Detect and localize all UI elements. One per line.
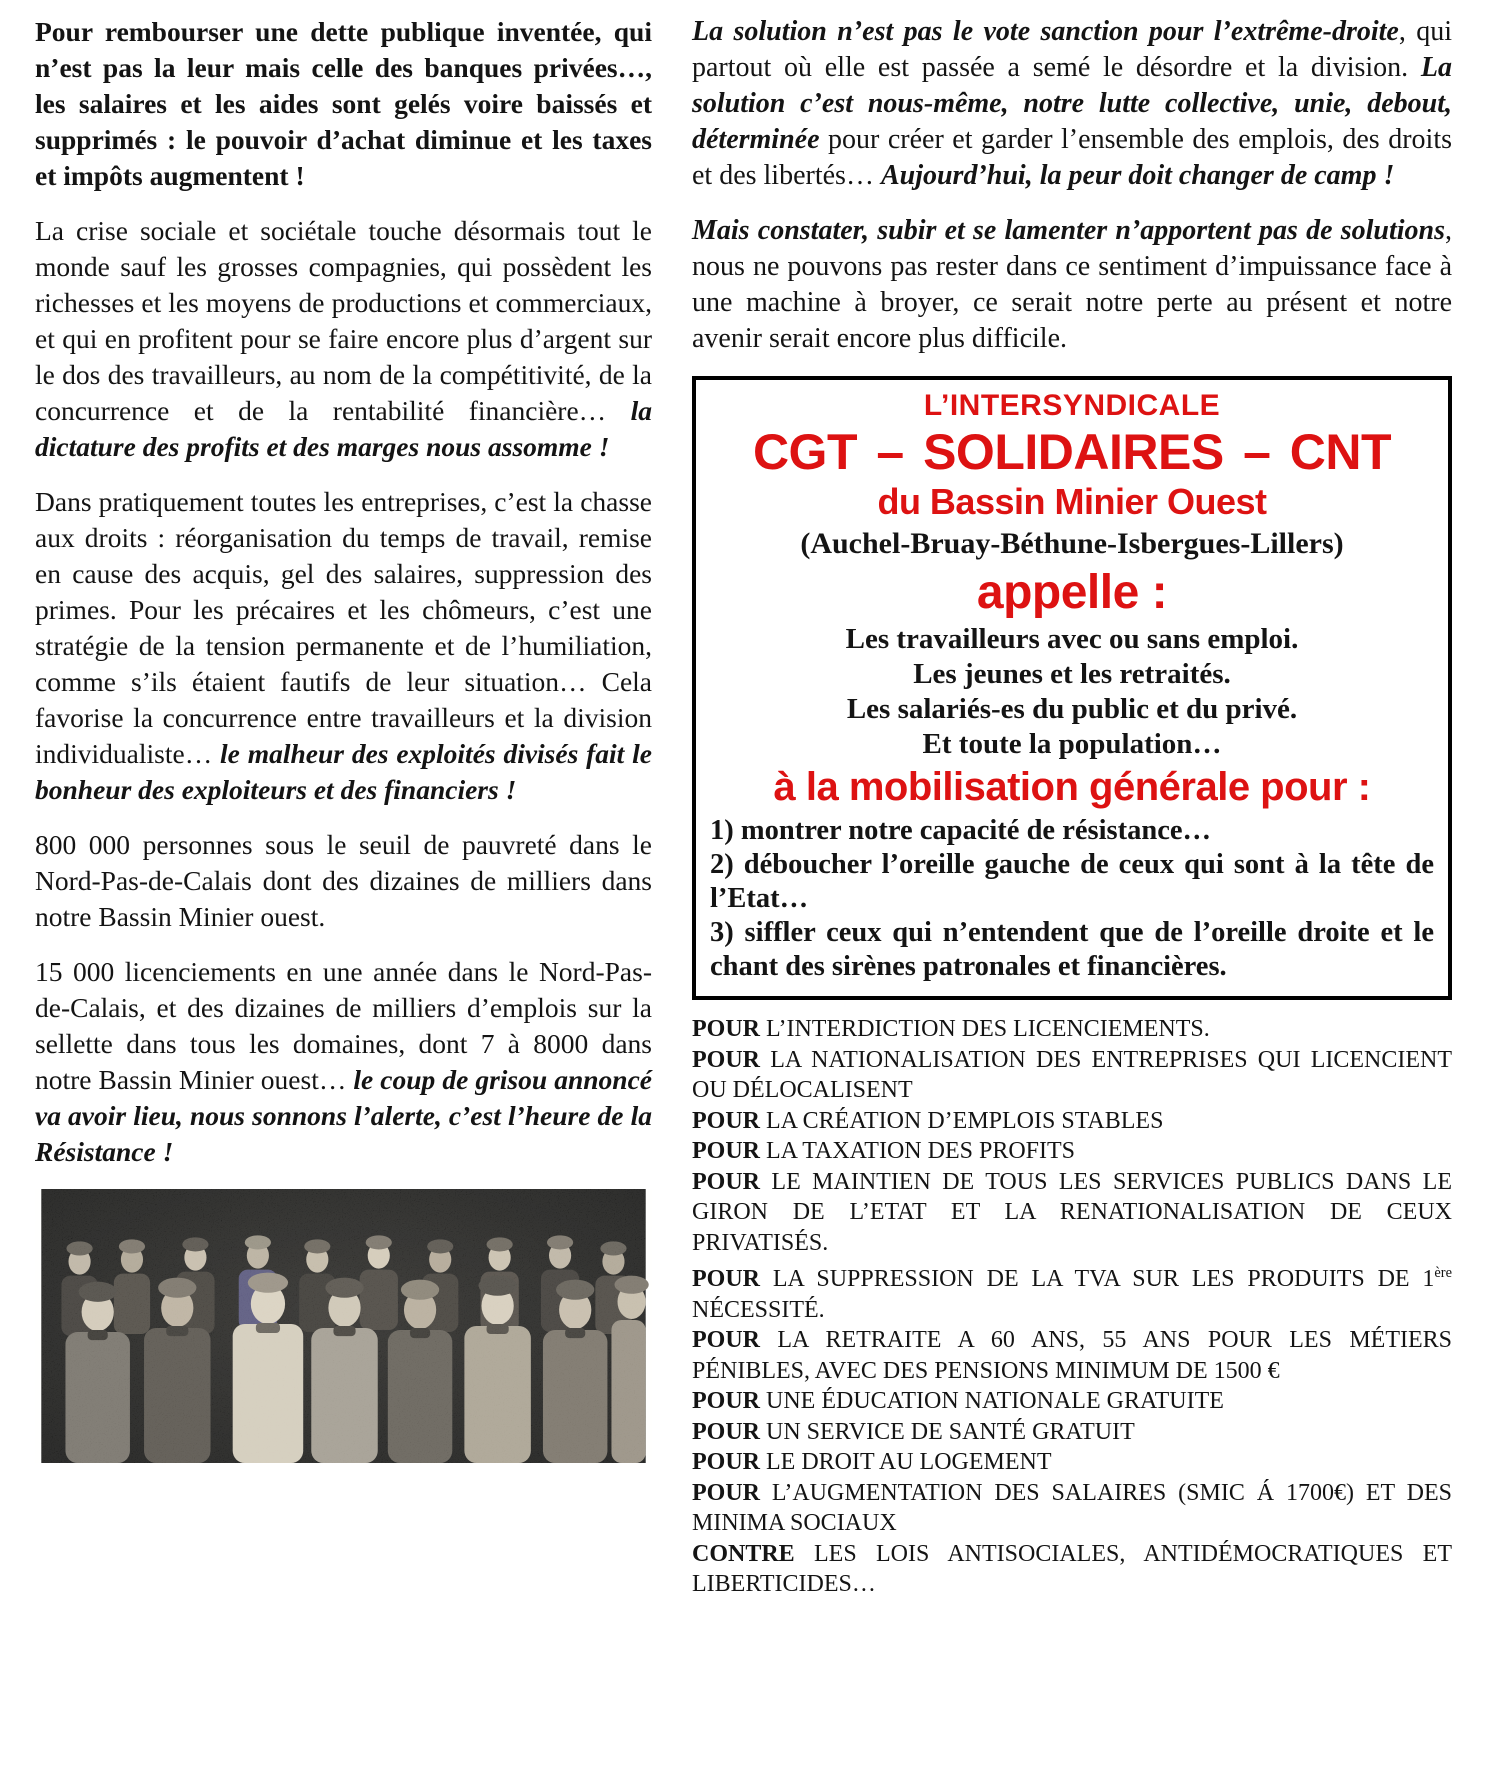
- goal-item: [710, 814, 1434, 848]
- demand-item: [692, 1417, 1452, 1448]
- text-run: NÉCESSITÉ.: [692, 1296, 825, 1323]
- left-paragraphs: [35, 14, 652, 1170]
- text-run: L’INTERDICTION DES LICENCIEMENTS.: [760, 1016, 1210, 1042]
- paragraph: [692, 14, 1452, 194]
- text-run: LES LOIS ANTISOCIALES, ANTIDÉMOCRATIQUES ET LIBERTICIDES…: [692, 1540, 1452, 1597]
- text-run: Pour rembourser une dette publique inventée, qui n’est pas la leur mais celle des banques privées…, les salaires et les aides sont gelés voire baissés et supprimés : le pouvoir d’achat diminue et les taxes et impôts augmentent !: [35, 16, 652, 191]
- text-run: , qui partout où elle est passée a semé le désordre et la division.: [692, 16, 1453, 83]
- demand-item: [692, 1386, 1452, 1417]
- region-heading: du Bassin Minier Ouest: [877, 481, 1267, 522]
- audience-line: Les salariés-es du public et du privé.: [846, 693, 1298, 725]
- text-run: la dictature des profits et des marges nous assomme !: [35, 395, 652, 462]
- text-run: Dans pratiquement toutes les entreprises, c’est la chasse aux droits : réorganisation du temps de travail, remise en cause des acquis, gel des salaires, suppression des primes. Pour les précaires et les chômeurs, c’est une stratégie de la tension permanente et de l’humiliation, comme s’ils étaient fautifs de leur situation… Cela favorise la concurrence entre travailleurs et la division individualiste…: [35, 486, 652, 769]
- intersyndicale-heading: L’INTERSYNDICALE: [923, 389, 1221, 422]
- demand-item: [692, 1014, 1452, 1045]
- paragraph: [35, 954, 652, 1170]
- text-run: 2) déboucher l’oreille gauche de ceux qui sont à la tête de l’Etat…: [710, 849, 1434, 914]
- demand-item: [692, 1258, 1452, 1325]
- text-run: POUR: [692, 1479, 760, 1506]
- paragraph: [692, 213, 1452, 357]
- text-run: LA RETRAITE A 60 ANS, 55 ANS POUR LES MÉTIERS PÉNIBLES, AVEC DES PENSIONS MINIMUM DE 1500 €: [692, 1327, 1452, 1384]
- text-run: 1) montrer notre capacité de résistance…: [710, 815, 1211, 846]
- text-run: le coup de grisou annoncé va avoir lieu, nous sonnons l’alerte, c’est l’heure de la Résistance !: [35, 1064, 652, 1167]
- text-run: La solution n’est pas le vote sanction pour l’extrême-droite: [692, 16, 1399, 47]
- text-run: Mais constater, subir et se lamenter n’apportent pas de solutions: [692, 215, 1445, 246]
- demand-item: [692, 1478, 1452, 1539]
- text-run: LE MAINTIEN DE TOUS LES SERVICES PUBLICS DANS LE GIRON DE L’ETAT ET LA RENATIONALISATION DE CEUX PRIVATISÉS.: [692, 1168, 1452, 1256]
- text-run: POUR: [692, 1168, 760, 1195]
- text-run: Aujourd’hui, la peur doit changer de camp !: [880, 160, 1395, 191]
- goal-item: [710, 848, 1434, 916]
- towns-line: (Auchel-Bruay-Béthune-Isbergues-Lillers): [800, 527, 1344, 560]
- left-column: [35, 14, 652, 1600]
- demands-list: [692, 1014, 1452, 1600]
- miners-photo: [35, 1189, 652, 1463]
- paragraph: [35, 14, 652, 194]
- demand-item: [692, 1136, 1452, 1167]
- right-paragraphs: [692, 14, 1452, 357]
- paragraph: [35, 213, 652, 465]
- text-run: LE DROIT AU LOGEMENT: [760, 1449, 1052, 1475]
- audience-line: Les travailleurs avec ou sans emploi.: [845, 623, 1299, 655]
- text-run: 15 000 licenciements en une année dans le Nord-Pas-de-Calais, et des dizaines de milliers d’emplois sur la sellette dans tous les domaines, dont 7 à 8000 dans notre Bassin Minier ouest…: [35, 956, 652, 1095]
- text-run: , nous ne pouvons pas rester dans ce sentiment d’impuissance face à une machine à broyer, ce serait notre perte au présent et notre avenir serait encore plus difficile.: [692, 215, 1452, 354]
- goal-item: [710, 916, 1434, 984]
- text-run: LA NATIONALISATION DES ENTREPRISES QUI LICENCIENT OU DÉLOCALISENT: [692, 1046, 1452, 1103]
- mobilisation-heading: à la mobilisation générale pour :: [773, 765, 1371, 809]
- paragraph: [35, 484, 652, 808]
- demand-item: [692, 1539, 1452, 1600]
- text-run: POUR: [692, 1266, 760, 1292]
- text-run: POUR: [692, 1418, 760, 1445]
- audience-line: Les jeunes et les retraités.: [913, 658, 1231, 690]
- text-run: POUR: [692, 1449, 760, 1475]
- text-run: pour créer et garder l’ensemble des emplois, des droits et des libertés…: [692, 124, 1452, 191]
- text-run: le malheur des exploités divisés fait le bonheur des exploiteurs et des financiers !: [35, 738, 652, 805]
- demand-item: [692, 1106, 1452, 1137]
- text-run: POUR: [692, 1327, 760, 1353]
- appelle-heading: appelle :: [976, 566, 1168, 619]
- demand-item: [692, 1447, 1452, 1478]
- text-run: La crise sociale et sociétale touche désormais tout le monde sauf les grosses compagnies, qui possèdent les richesses et les moyens de productions et commerciaux, et qui en profitent pour se faire encore plus d’argent sur le dos des travailleurs, au nom de la compétitivité, de la concurrence et de la rentabilité financière…: [35, 215, 652, 426]
- text-run: POUR: [692, 1388, 760, 1414]
- text-run: 3) siffler ceux qui n’entendent que de l’oreille droite et le chant des sirènes patronales et financières.: [710, 917, 1434, 982]
- demand-item: [692, 1325, 1452, 1386]
- demand-item: [692, 1045, 1452, 1106]
- text-run: POUR: [692, 1107, 760, 1134]
- text-run: POUR: [692, 1016, 760, 1042]
- text-run: LA TAXATION DES PROFITS: [760, 1138, 1075, 1164]
- text-run: UN SERVICE DE SANTÉ GRATUIT: [760, 1418, 1135, 1445]
- miners-photo-graphic: [35, 1189, 652, 1463]
- goal-lines: [710, 814, 1434, 984]
- text-run: UNE ÉDUCATION NATIONALE GRATUITE: [760, 1388, 1224, 1414]
- right-column: [692, 14, 1452, 1600]
- audience-line: Et toute la population…: [922, 728, 1222, 760]
- text-run: POUR: [692, 1046, 760, 1073]
- audience-lines: [710, 622, 1434, 762]
- demand-item: [692, 1167, 1452, 1259]
- text-run: CONTRE: [692, 1540, 795, 1567]
- text-run: POUR: [692, 1138, 760, 1164]
- text-run: La solution c’est nous-même, notre lutte collective, unie, debout, déterminée: [692, 52, 1452, 155]
- text-run: L’AUGMENTATION DES SALAIRES (SMIC Á 1700€) ET DES MINIMA SOCIAUX: [692, 1479, 1452, 1536]
- text-run: LA CRÉATION D’EMPLOIS STABLES: [760, 1107, 1164, 1134]
- intersyndicale-call-box: [692, 376, 1452, 1000]
- unions-heading: CGT – SOLIDAIRES – CNT: [752, 424, 1392, 480]
- paragraph: [35, 827, 652, 935]
- text-run: ère: [1434, 1265, 1452, 1281]
- text-run: 800 000 personnes sous le seuil de pauvreté dans le Nord-Pas-de-Calais dont des dizaines de milliers dans notre Bassin Minier ouest.: [35, 829, 652, 932]
- text-run: LA SUPPRESSION DE LA TVA SUR LES PRODUITS DE 1: [760, 1266, 1435, 1292]
